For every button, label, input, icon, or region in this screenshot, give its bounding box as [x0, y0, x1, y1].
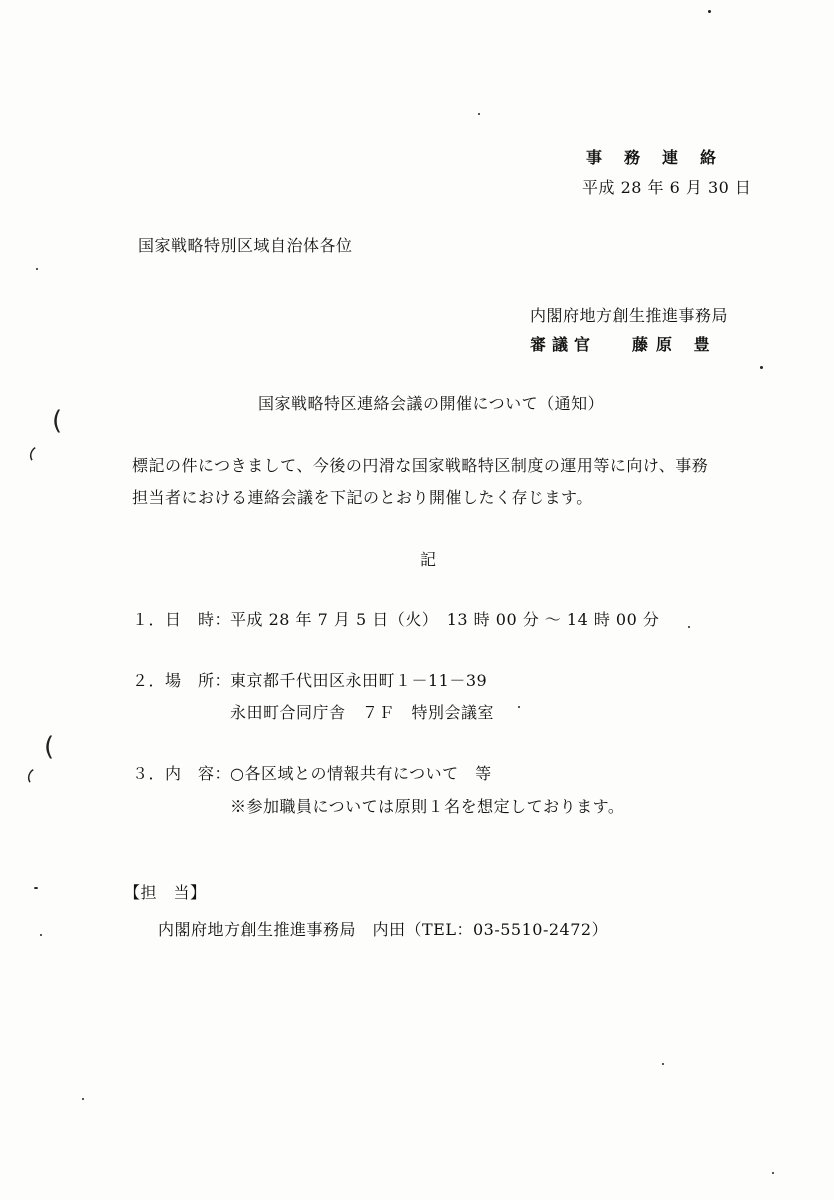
scan-speck [688, 626, 690, 628]
scan-speck [36, 268, 38, 270]
ki-heading: 記 [420, 550, 437, 569]
issue-date: 平成 28 年 6 月 30 日 [582, 178, 752, 197]
sender-title: 審議官 [530, 335, 597, 354]
item-3-note: ※参加職員については原則１名を想定しております。 [230, 797, 625, 816]
body-line-2: 担当者における連絡会議を下記のとおり開催したく存じます。 [132, 488, 593, 507]
scan-speck [708, 10, 711, 13]
addressee: 国家戦略特別区域自治体各位 [138, 236, 353, 255]
scan-speck [478, 113, 480, 115]
item-2-value-line-2: 永田町合同庁舎 ７Ｆ 特別会議室 [230, 703, 495, 722]
scan-speck [518, 706, 520, 708]
notice-type: 事務連絡 [586, 148, 739, 167]
scan-speck [662, 1063, 664, 1065]
scan-speck [772, 1172, 774, 1174]
scan-speck [82, 1098, 84, 1100]
punch-hole-mark: ( [44, 732, 55, 762]
item-3-label: ３．内 容： [132, 764, 232, 783]
punch-hole-mark: ◜ [21, 763, 45, 795]
contact-heading: 【担 当】 [124, 883, 207, 902]
body-line-1: 標記の件につきまして、今後の円滑な国家戦略特区制度の運用等に向け、事務 [132, 456, 709, 475]
item-1-value: 平成 28 年 7 月 5 日（火） 13 時 00 分 ～ 14 時 00 分 [230, 610, 660, 629]
sender-name: 藤原 豊 [632, 335, 718, 354]
sender-office: 内閣府地方創生推進事務局 [530, 306, 729, 325]
scan-speck [760, 366, 763, 369]
item-3-value: ○各区域との情報共有について 等 [230, 764, 492, 783]
scan-speck [34, 887, 38, 889]
punch-hole-mark: ( [52, 406, 63, 436]
punch-hole-mark: ◜ [23, 441, 47, 473]
item-2-label: ２．場 所： [132, 671, 232, 690]
subject-title: 国家戦略特区連絡会議の開催について（通知） [258, 394, 605, 413]
scan-speck [40, 934, 42, 936]
item-2-value: 東京都千代田区永田町１－11－39 [230, 671, 488, 690]
item-1-label: １．日 時： [132, 610, 232, 629]
contact-detail: 内閣府地方創生推進事務局 内田（TEL：03-5510-2472） [158, 920, 609, 939]
